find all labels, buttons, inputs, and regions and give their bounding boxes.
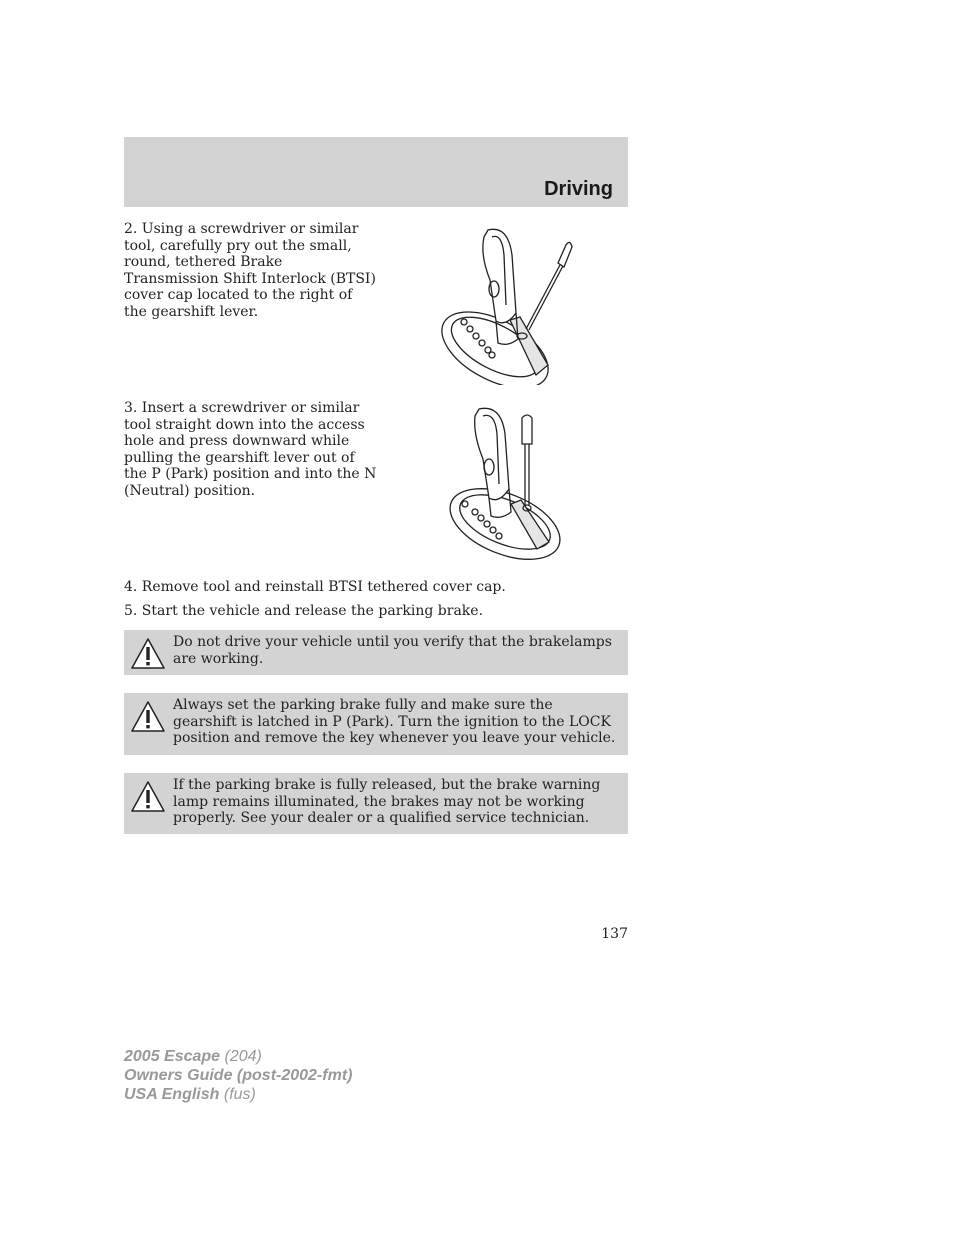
warning-triangle-icon <box>130 637 166 670</box>
warning-box-brakelamps <box>124 630 628 675</box>
step-2-text: 2. Using a screwdriver or similar tool, carefully pry out the small, round, tethered Brake Transmission Shift Interlock (BTSI) cover cap located to the right of the gearshift lever. <box>124 221 376 320</box>
gearshift-insert-tool-illustration <box>445 404 570 564</box>
footer-language-code: (fus) <box>223 1086 256 1103</box>
document-footer <box>124 1047 352 1104</box>
warning-triangle-icon <box>130 780 166 813</box>
footer-model-code: (204) <box>224 1048 262 1065</box>
warning-text-brakelamps: Do not drive your vehicle until you verify that the brakelamps are working. <box>173 634 612 667</box>
footer-line-3 <box>124 1085 352 1104</box>
footer-model: 2005 Escape <box>124 1048 221 1065</box>
warning-box-parking-brake <box>124 693 628 755</box>
section-header <box>124 137 628 207</box>
footer-line-2 <box>124 1066 352 1085</box>
footer-language: USA English <box>124 1086 220 1103</box>
warning-text-warning-lamp: If the parking brake is fully released, but the brake warning lamp remains illuminated, the brakes may not be working properly. See your dealer or a qualified service technician. <box>173 777 601 826</box>
gearshift-pry-cap-illustration <box>440 225 580 385</box>
footer-line-1 <box>124 1047 352 1066</box>
warning-triangle-icon <box>130 700 166 733</box>
step-5-text: 5. Start the vehicle and release the parking brake. <box>124 603 484 619</box>
step-4-text: 4. Remove tool and reinstall BTSI tethered cover cap. <box>124 579 506 595</box>
step-3-text: 3. Insert a screwdriver or similar tool straight down into the access hole and press downward while pulling the gearshift lever out of the P (Park) position and into the N (Neutral) position. <box>124 400 377 499</box>
page-number: 137 <box>601 926 628 942</box>
footer-guide: Owners Guide (post-2002-fmt) <box>124 1067 353 1084</box>
warning-text-parking-brake: Always set the parking brake fully and make sure the gearshift is latched in P (Park). Turn the ignition to the LOCK position and remove the key whenever you leave your vehicle. <box>173 697 616 746</box>
warning-box-warning-lamp <box>124 773 628 834</box>
section-title: Driving <box>544 178 613 200</box>
